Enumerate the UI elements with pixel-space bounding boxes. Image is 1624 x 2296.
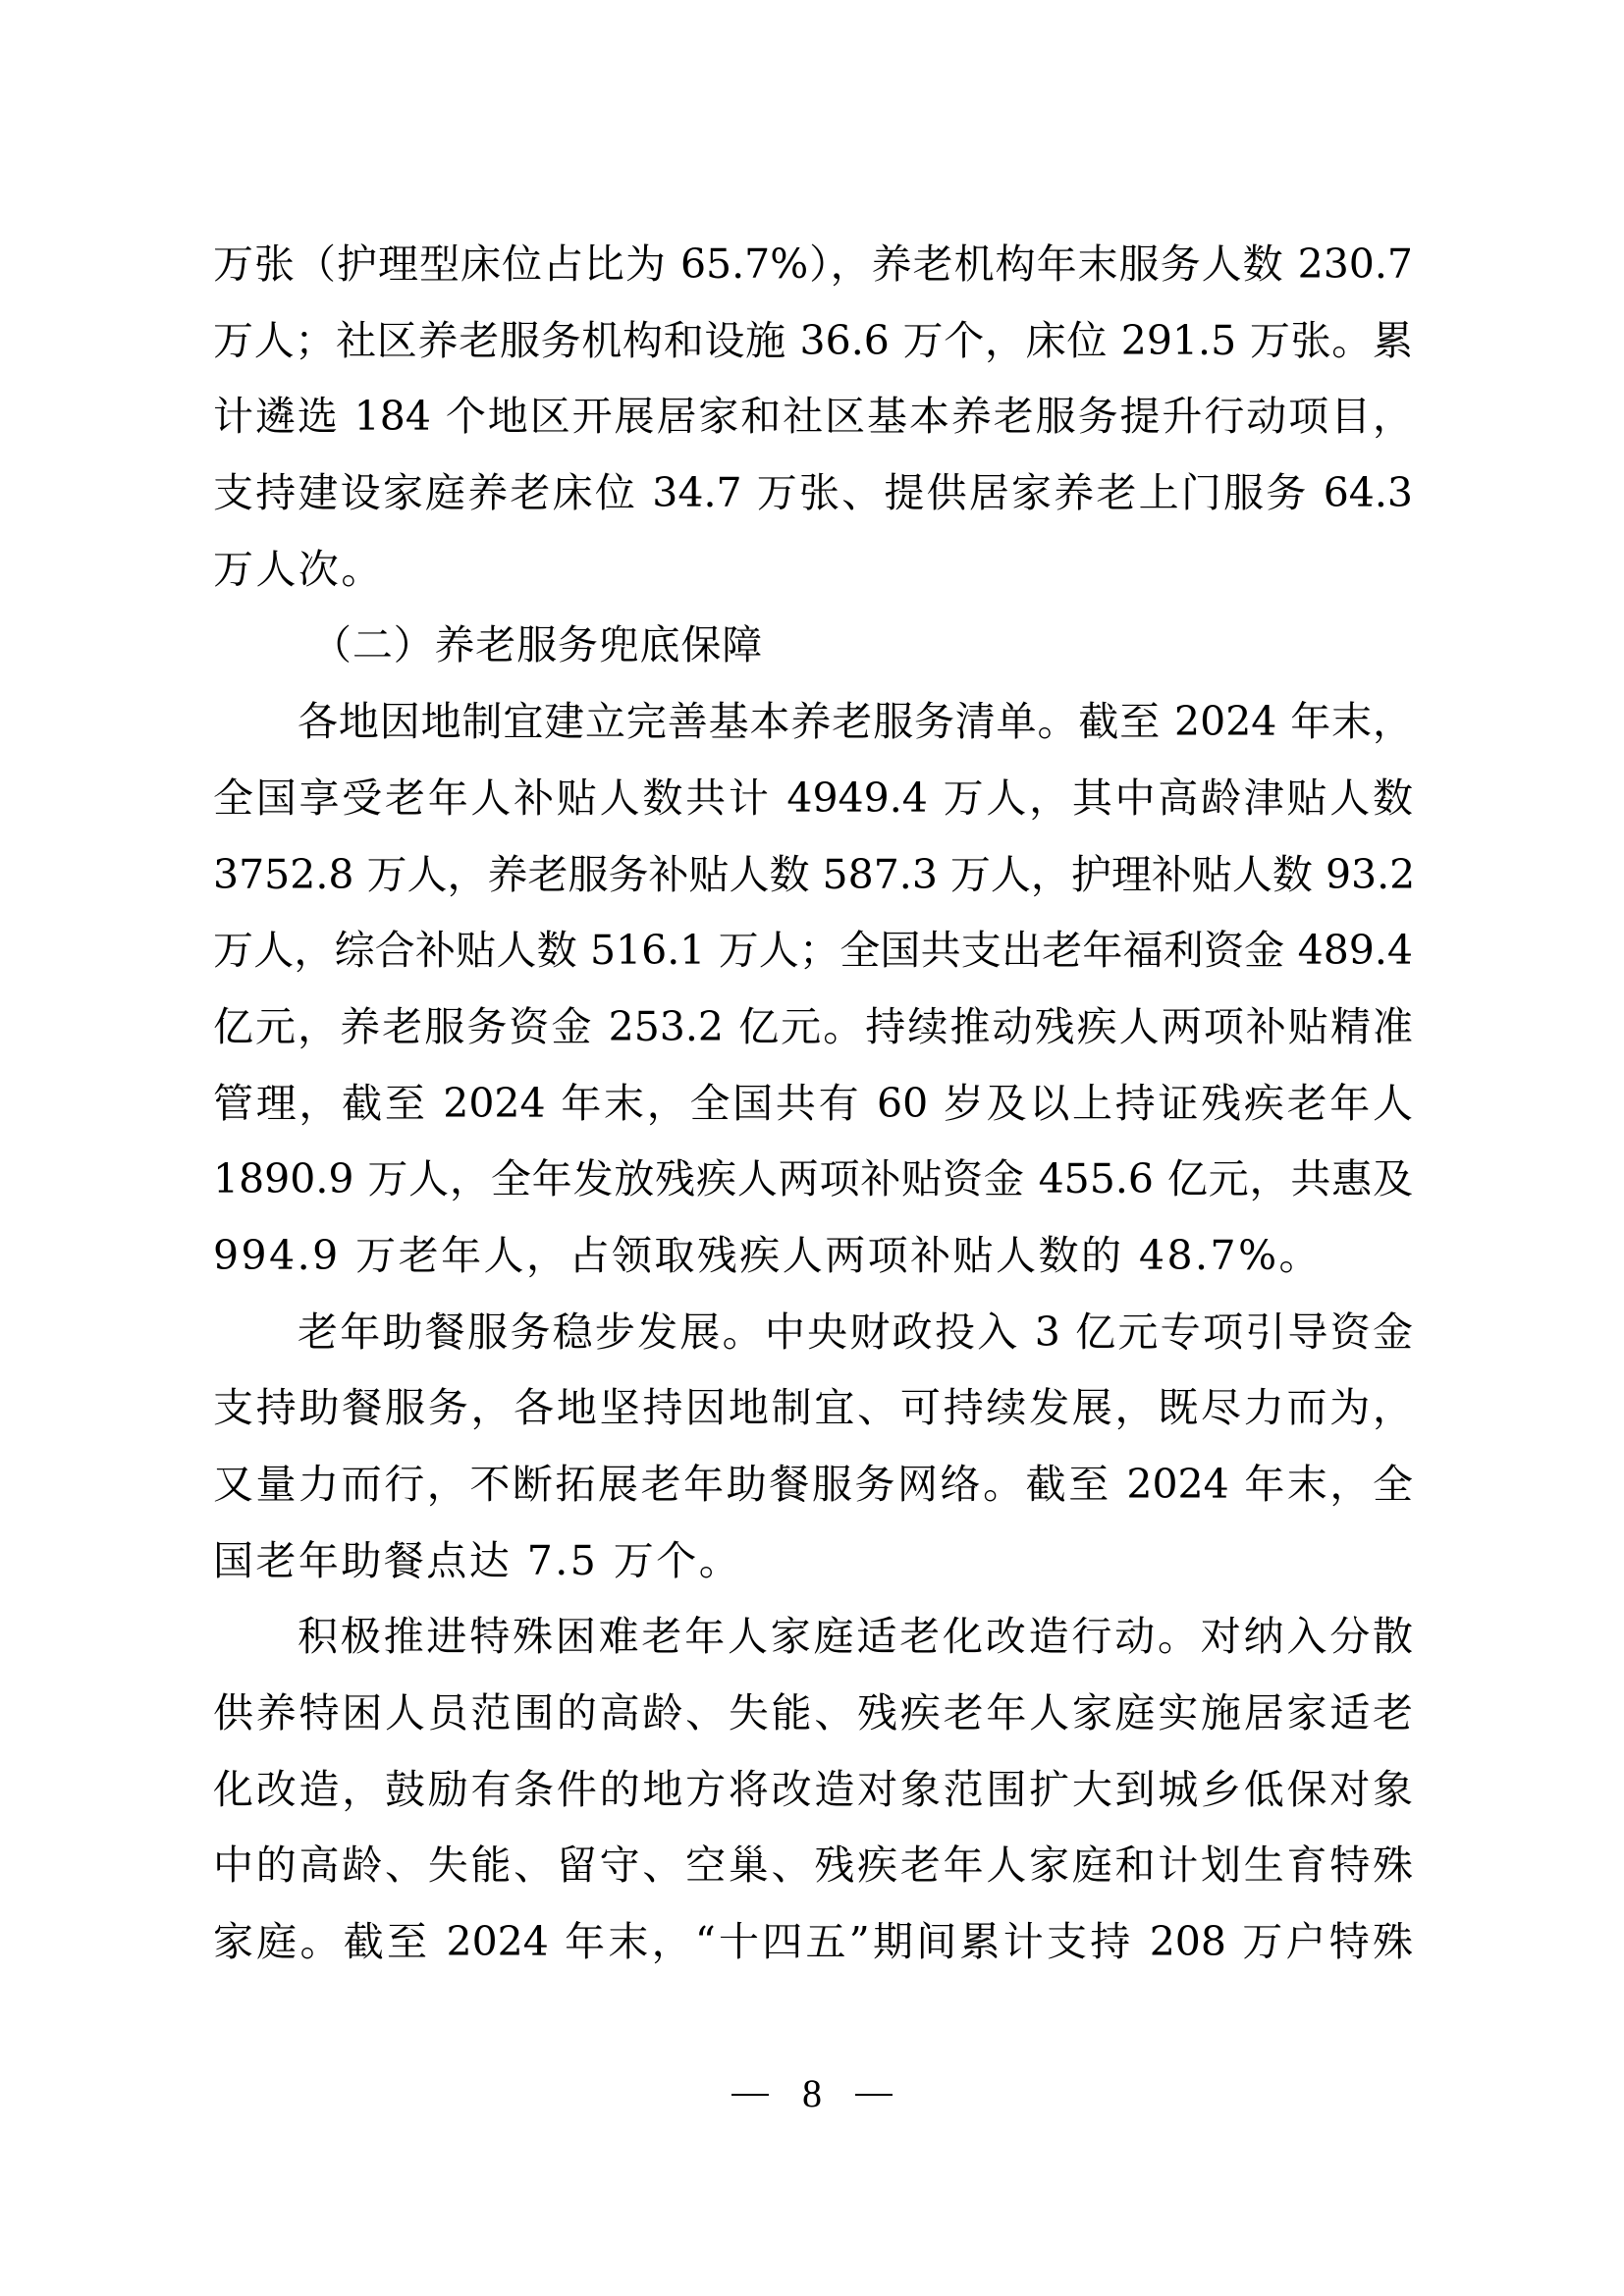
paragraph-facilities-continued (213, 236, 1413, 616)
page-number: 8 (802, 2070, 822, 2115)
text-line: 管理，截至 2024 年末，全国共有 60 岁及以上持证残疾老年人 (213, 1079, 1413, 1127)
paragraph-basic-services (213, 693, 1416, 1304)
text-line: 家庭。截至 2024 年末，“十四五”期间累计支持 208 万户特殊 (213, 1918, 1413, 1966)
paragraph-home-adaptation (213, 1608, 1413, 1989)
text-line: 万人，综合补贴人数 516.1 万人；全国共支出老年福利资金 489.4 (213, 927, 1413, 975)
text-line: 万人次。 (213, 545, 384, 593)
text-line: 支持建设家庭养老床位 34.7 万张、提供居家养老上门服务 64.3 (213, 469, 1413, 517)
text-line: 积极推进特殊困难老年人家庭适老化改造行动。对纳入分散 (298, 1613, 1413, 1661)
text-line: 国老年助餐点达 7.5 万个。 (213, 1536, 742, 1584)
text-line: 3752.8 万人，养老服务补贴人数 587.3 万人，护理补贴人数 93.2 (213, 850, 1416, 898)
text-line: 计遴选 184 个地区开展居家和社区基本养老服务提升行动项目， (213, 393, 1413, 441)
text-line: 万人；社区养老服务机构和设施 36.6 万个，床位 291.5 万张。累 (213, 316, 1413, 364)
footer-dash-left (731, 2094, 769, 2096)
paragraph-meal-services (213, 1304, 1413, 1609)
text-line: 支持助餐服务，各地坚持因地制宜、可持续发展，既尽力而为， (213, 1384, 1413, 1432)
page-footer (0, 2069, 1624, 2116)
text-line: 1890.9 万人，全年发放残疾人两项补贴资金 455.6 亿元，共惠及 (213, 1155, 1413, 1203)
text-line: 中的高龄、失能、留守、空巢、残疾老年人家庭和计划生育特殊 (213, 1842, 1413, 1890)
text-line: 万张（护理型床位占比为 65.7%），养老机构年末服务人数 230.7 (213, 240, 1413, 288)
text-line: 全国享受老年人补贴人数共计 4949.4 万人，其中高龄津贴人数 (213, 774, 1413, 822)
text-line: 老年助餐服务稳步发展。中央财政投入 3 亿元专项引导资金 (298, 1308, 1413, 1356)
text-line: 供养特困人员范围的高龄、失能、残疾老年人家庭实施居家适老 (213, 1689, 1413, 1737)
text-line: 各地因地制宜建立完善基本养老服务清单。截至 2024 年末， (298, 698, 1413, 746)
text-line: 994.9 万老年人，占领取残疾人两项补贴人数的 48.7%。 (213, 1231, 1322, 1279)
footer-dash-right (855, 2094, 893, 2096)
text-line: 又量力而行，不断拓展老年助餐服务网络。截至 2024 年末，全 (213, 1461, 1413, 1508)
body-text (213, 236, 1416, 1990)
text-line: 亿元，养老服务资金 253.2 亿元。持续推动残疾人两项补贴精准 (213, 1002, 1413, 1050)
section-heading: （二）养老服务兜底保障 (311, 621, 764, 669)
text-line: 化改造，鼓励有条件的地方将改造对象范围扩大到城乡低保对象 (213, 1765, 1413, 1813)
